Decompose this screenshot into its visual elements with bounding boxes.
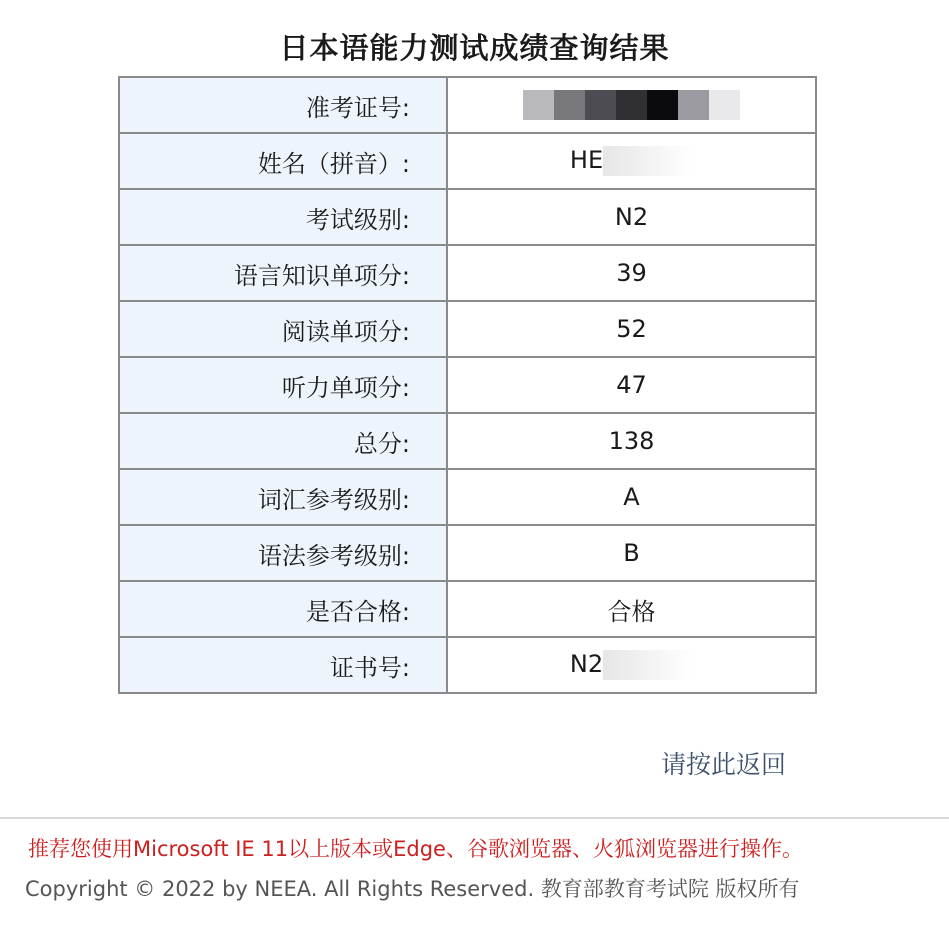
table-row-language-knowledge bbox=[119, 245, 816, 301]
copyright-text: Copyright © 2022 by NEEA. All Rights Reserved. 教育部教育考试院 版权所有 bbox=[25, 877, 800, 901]
pass-status-label: 是否合格: bbox=[119, 581, 447, 637]
reading-value: 52 bbox=[447, 301, 816, 357]
table-row-vocabulary-level bbox=[119, 469, 816, 525]
table-row-total bbox=[119, 413, 816, 469]
listening-value: 47 bbox=[447, 357, 816, 413]
redact-block bbox=[616, 90, 647, 120]
total-label: 总分: bbox=[119, 413, 447, 469]
redact-block bbox=[678, 90, 709, 120]
vocabulary-level-label: 词汇参考级别: bbox=[119, 469, 447, 525]
vocabulary-level-value: A bbox=[447, 469, 816, 525]
reading-label: 阅读单项分: bbox=[119, 301, 447, 357]
grammar-level-label: 语法参考级别: bbox=[119, 525, 447, 581]
page-title: 日本语能力测试成绩查询结果 bbox=[279, 31, 670, 65]
table-row-listening bbox=[119, 357, 816, 413]
total-value: 138 bbox=[447, 413, 816, 469]
redaction-blocks bbox=[523, 90, 740, 120]
grammar-level-value: B bbox=[447, 525, 816, 581]
certificate-number-value: N2 bbox=[569, 650, 604, 678]
listening-label: 听力单项分: bbox=[119, 357, 447, 413]
browser-notice: 推荐您使用Microsoft IE 11以上版本或Edge、谷歌浏览器、火狐浏览器进行操作。 bbox=[28, 837, 803, 861]
blurred-redaction bbox=[603, 650, 693, 680]
exam-level-value: N2 bbox=[447, 189, 816, 245]
table-row-exam-level bbox=[119, 189, 816, 245]
pass-status-value: 合格 bbox=[447, 581, 816, 637]
exam-number-value bbox=[447, 77, 816, 133]
back-link[interactable]: 请按此返回 bbox=[661, 750, 787, 779]
name-label: 姓名（拼音）: bbox=[119, 133, 447, 189]
redact-block bbox=[523, 90, 554, 120]
name-value-cell bbox=[447, 133, 816, 189]
redact-block bbox=[647, 90, 678, 120]
certificate-number-label: 证书号: bbox=[119, 637, 447, 693]
exam-number-label: 准考证号: bbox=[119, 77, 447, 133]
exam-level-label: 考试级别: bbox=[119, 189, 447, 245]
redact-block bbox=[709, 90, 740, 120]
certificate-number-cell bbox=[447, 637, 816, 693]
table-row-pass-status bbox=[119, 581, 816, 637]
table-row-name bbox=[119, 133, 816, 189]
language-knowledge-value: 39 bbox=[447, 245, 816, 301]
name-value: HE bbox=[569, 146, 604, 174]
table-row-certificate-number bbox=[119, 637, 816, 693]
redact-block bbox=[554, 90, 585, 120]
redact-block bbox=[585, 90, 616, 120]
table-row-grammar-level bbox=[119, 525, 816, 581]
language-knowledge-label: 语言知识单项分: bbox=[119, 245, 447, 301]
table-row-reading bbox=[119, 301, 816, 357]
blurred-redaction bbox=[603, 146, 693, 176]
table-row-exam-number bbox=[119, 77, 816, 133]
footer-divider bbox=[0, 817, 949, 819]
score-table bbox=[118, 76, 817, 694]
